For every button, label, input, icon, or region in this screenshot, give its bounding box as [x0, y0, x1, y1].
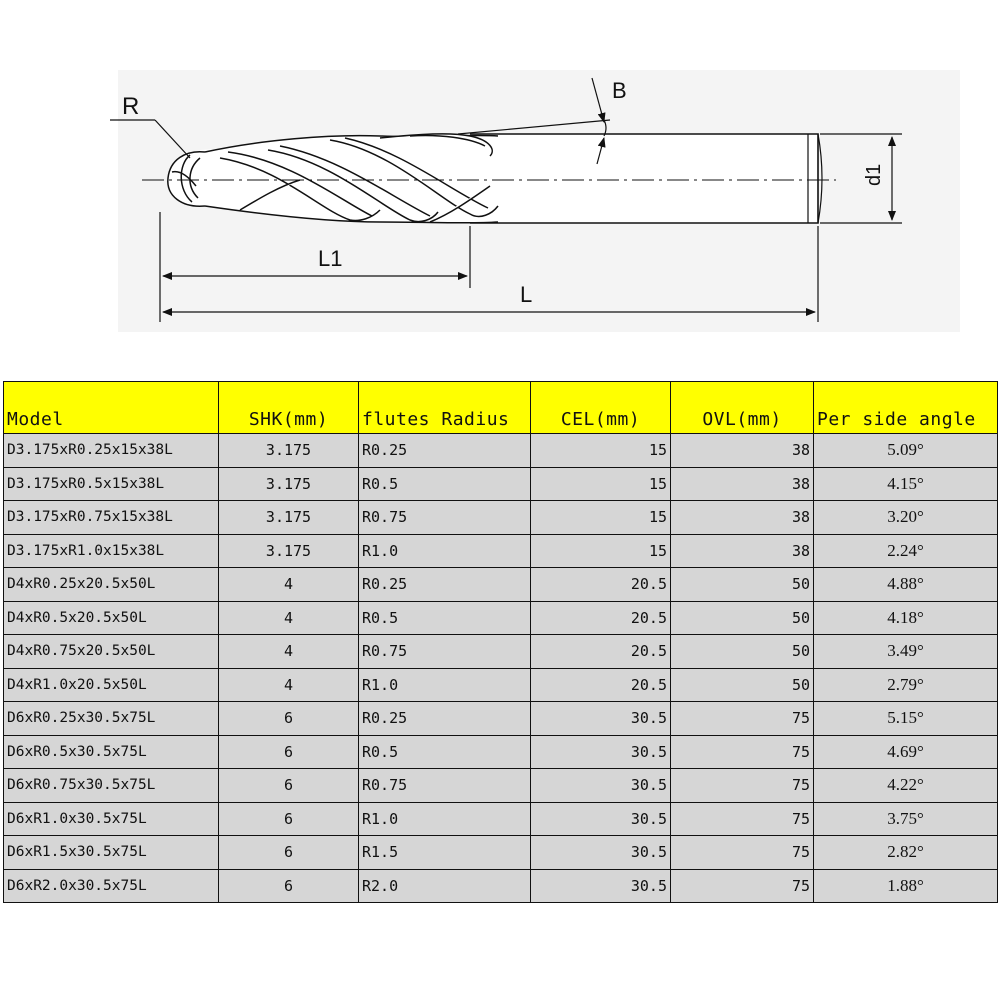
- cell-ovl: 75: [671, 869, 814, 903]
- cell-flutes-radius: R0.75: [359, 501, 531, 535]
- spec-table: [3, 381, 998, 903]
- cell-model: D6xR2.0x30.5x75L: [4, 869, 219, 903]
- shank-diameter-label: d1: [863, 163, 885, 186]
- table-row: [4, 635, 998, 669]
- cell-ovl: 50: [671, 568, 814, 602]
- cell-flutes-radius: R1.0: [359, 802, 531, 836]
- table-body: [4, 434, 998, 903]
- table-row: [4, 434, 998, 468]
- cell-per-side-angle: 2.24°: [814, 534, 998, 568]
- cell-per-side-angle: 3.20°: [814, 501, 998, 535]
- cell-cel: 30.5: [531, 836, 671, 870]
- cell-shk: 6: [219, 802, 359, 836]
- cell-shk: 4: [219, 668, 359, 702]
- cell-ovl: 75: [671, 735, 814, 769]
- header-cel: CEL(mm): [531, 382, 671, 434]
- cell-cel: 20.5: [531, 601, 671, 635]
- cell-ovl: 50: [671, 601, 814, 635]
- table-row: [4, 668, 998, 702]
- cell-flutes-radius: R2.0: [359, 869, 531, 903]
- cell-cel: 15: [531, 467, 671, 501]
- cell-per-side-angle: 5.15°: [814, 702, 998, 736]
- cell-ovl: 75: [671, 836, 814, 870]
- cell-shk: 6: [219, 735, 359, 769]
- cell-per-side-angle: 4.69°: [814, 735, 998, 769]
- table-row: [4, 802, 998, 836]
- cell-flutes-radius: R0.5: [359, 601, 531, 635]
- cell-model: D6xR1.5x30.5x75L: [4, 836, 219, 870]
- cell-cel: 30.5: [531, 735, 671, 769]
- table-row: [4, 601, 998, 635]
- overall-length-label: L: [520, 282, 533, 307]
- table-row: [4, 534, 998, 568]
- cell-cel: 20.5: [531, 635, 671, 669]
- cell-shk: 6: [219, 869, 359, 903]
- cell-flutes-radius: R1.5: [359, 836, 531, 870]
- cell-ovl: 38: [671, 534, 814, 568]
- table-row: [4, 568, 998, 602]
- header-flutes-radius: flutes Radius: [359, 382, 531, 434]
- cell-shk: 6: [219, 836, 359, 870]
- cell-per-side-angle: 2.79°: [814, 668, 998, 702]
- cell-shk: 4: [219, 568, 359, 602]
- cell-per-side-angle: 5.09°: [814, 434, 998, 468]
- cell-flutes-radius: R1.0: [359, 668, 531, 702]
- cell-shk: 4: [219, 601, 359, 635]
- cell-per-side-angle: 2.82°: [814, 836, 998, 870]
- end-mill-technical-drawing: [0, 0, 1000, 340]
- cell-ovl: 50: [671, 668, 814, 702]
- header-ovl: OVL(mm): [671, 382, 814, 434]
- table-row: [4, 467, 998, 501]
- cell-shk: 3.175: [219, 467, 359, 501]
- cell-flutes-radius: R0.5: [359, 735, 531, 769]
- table-row: [4, 836, 998, 870]
- cutting-length-dim: [160, 212, 818, 322]
- table-row: [4, 869, 998, 903]
- cell-flutes-radius: R0.5: [359, 467, 531, 501]
- cell-model: D6xR0.5x30.5x75L: [4, 735, 219, 769]
- cell-shk: 6: [219, 702, 359, 736]
- cell-model: D4xR1.0x20.5x50L: [4, 668, 219, 702]
- cell-model: D3.175xR1.0x15x38L: [4, 534, 219, 568]
- table-row: [4, 735, 998, 769]
- radius-label: R: [122, 93, 140, 120]
- cell-cel: 30.5: [531, 702, 671, 736]
- cell-cel: 30.5: [531, 869, 671, 903]
- cell-cel: 30.5: [531, 769, 671, 803]
- cell-per-side-angle: 4.88°: [814, 568, 998, 602]
- cell-model: D6xR0.25x30.5x75L: [4, 702, 219, 736]
- radius-leader: [110, 120, 190, 158]
- cell-model: D4xR0.5x20.5x50L: [4, 601, 219, 635]
- cell-model: D6xR0.75x30.5x75L: [4, 769, 219, 803]
- helix-angle-label: B: [612, 78, 627, 103]
- cell-per-side-angle: 1.88°: [814, 869, 998, 903]
- cutting-length-label: L1: [318, 246, 343, 271]
- cell-model: D4xR0.25x20.5x50L: [4, 568, 219, 602]
- cell-cel: 15: [531, 534, 671, 568]
- cell-ovl: 38: [671, 501, 814, 535]
- cell-flutes-radius: R0.25: [359, 434, 531, 468]
- cell-ovl: 38: [671, 467, 814, 501]
- cell-model: D3.175xR0.5x15x38L: [4, 467, 219, 501]
- cell-per-side-angle: 4.22°: [814, 769, 998, 803]
- cell-model: D4xR0.75x20.5x50L: [4, 635, 219, 669]
- cell-per-side-angle: 3.75°: [814, 802, 998, 836]
- ball-nose-tip: [168, 152, 205, 206]
- cell-ovl: 75: [671, 802, 814, 836]
- cell-cel: 15: [531, 501, 671, 535]
- cell-flutes-radius: R0.25: [359, 568, 531, 602]
- cell-per-side-angle: 4.18°: [814, 601, 998, 635]
- cell-flutes-radius: R1.0: [359, 534, 531, 568]
- cell-cel: 30.5: [531, 802, 671, 836]
- cell-shk: 3.175: [219, 434, 359, 468]
- cell-shk: 4: [219, 635, 359, 669]
- cell-cel: 20.5: [531, 668, 671, 702]
- cell-model: D3.175xR0.25x15x38L: [4, 434, 219, 468]
- cell-per-side-angle: 3.49°: [814, 635, 998, 669]
- header-per-side-angle: Per side angle: [814, 382, 998, 434]
- table-row: [4, 769, 998, 803]
- cell-flutes-radius: R0.75: [359, 769, 531, 803]
- cell-shk: 3.175: [219, 534, 359, 568]
- table-row: [4, 501, 998, 535]
- cell-shk: 3.175: [219, 501, 359, 535]
- header-model: Model: [4, 382, 219, 434]
- fluted-section: [200, 134, 498, 223]
- cell-cel: 15: [531, 434, 671, 468]
- cell-ovl: 75: [671, 769, 814, 803]
- table-header-row: [4, 382, 998, 434]
- cell-shk: 6: [219, 769, 359, 803]
- cell-ovl: 38: [671, 434, 814, 468]
- cell-flutes-radius: R0.75: [359, 635, 531, 669]
- cell-model: D6xR1.0x30.5x75L: [4, 802, 219, 836]
- cell-cel: 20.5: [531, 568, 671, 602]
- cell-ovl: 75: [671, 702, 814, 736]
- header-shk: SHK(mm): [219, 382, 359, 434]
- cell-ovl: 50: [671, 635, 814, 669]
- table-row: [4, 702, 998, 736]
- cell-per-side-angle: 4.15°: [814, 467, 998, 501]
- shank: [470, 134, 822, 223]
- cell-model: D3.175xR0.75x15x38L: [4, 501, 219, 535]
- cell-flutes-radius: R0.25: [359, 702, 531, 736]
- shank-diameter-dim: [820, 134, 902, 223]
